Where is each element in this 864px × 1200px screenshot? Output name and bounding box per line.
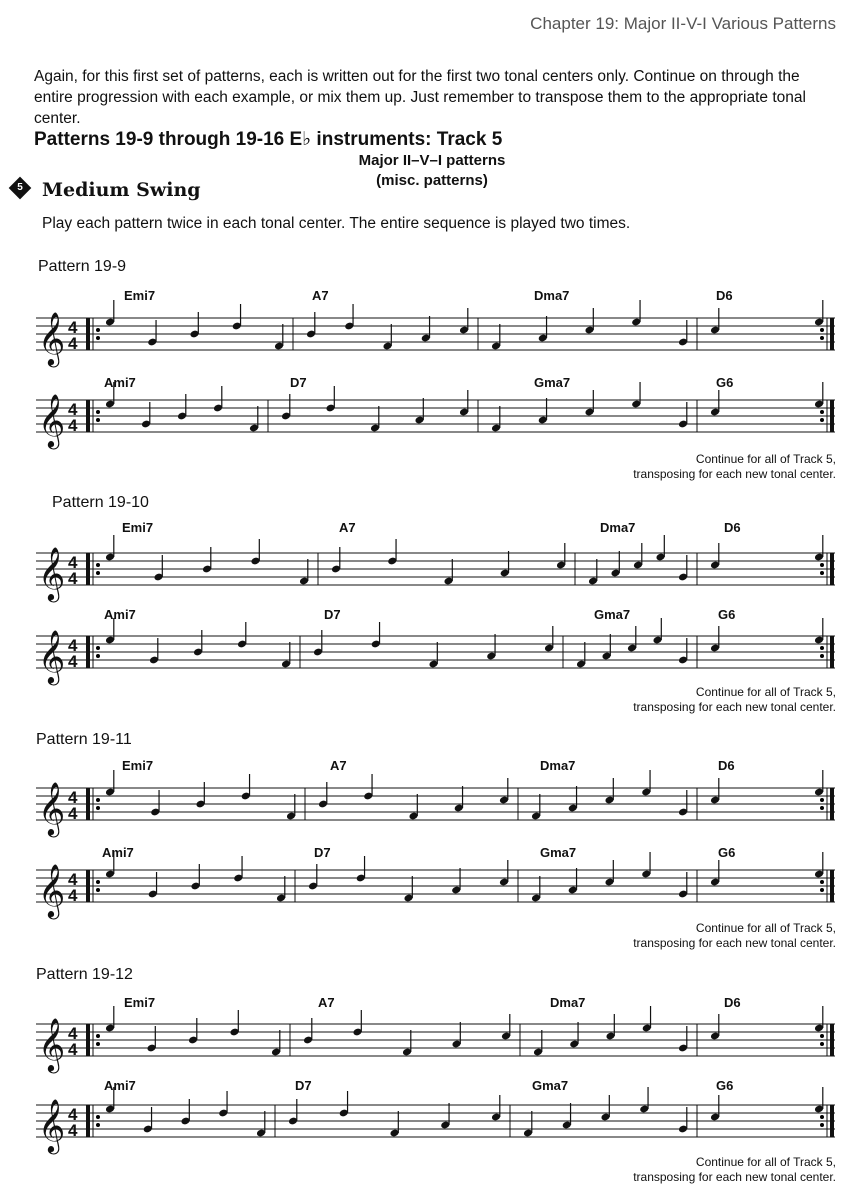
repeat-dot [820, 806, 824, 810]
time-signature-bottom: 4 [68, 1121, 78, 1140]
chord-symbol: A7 [339, 520, 356, 535]
repeat-dot [820, 571, 824, 575]
repeat-dot [96, 798, 100, 802]
section-subtitle-line1: Major II–V–I patterns [358, 152, 506, 169]
repeat-dot [96, 654, 100, 658]
chord-symbol: Dma7 [534, 288, 570, 303]
chord-symbol: Emi7 [122, 758, 154, 773]
repeat-dot [820, 646, 824, 650]
repeat-dot [96, 418, 100, 422]
chord-symbol: D6 [718, 758, 735, 773]
section-subtitle-line2: (misc. patterns) [376, 172, 488, 189]
chord-symbol: Emi7 [124, 288, 156, 303]
section-title: Patterns 19-9 through 19-16 E♭ instruments: Track 5 [34, 129, 503, 150]
continue-note-line2: transposing for each new tonal center. [633, 936, 836, 950]
chord-symbol: D7 [324, 607, 341, 622]
chord-symbol: Emi7 [122, 520, 154, 535]
time-signature-top: 4 [68, 1024, 78, 1043]
chord-symbol: Emi7 [124, 995, 156, 1010]
chord-symbol: Gma7 [540, 845, 577, 860]
treble-clef-icon: 𝄞 [38, 393, 66, 447]
time-signature-bottom: 4 [68, 886, 78, 905]
repeat-dot [96, 1123, 100, 1127]
intro-paragraph: Again, for this first set of patterns, each is written out for the first two tonal centers only. Continue on through the entire progression with each example, or mix them up. Just remember to transpose them to the appropriate tonal center. [34, 68, 806, 127]
repeat-dot [96, 646, 100, 650]
treble-clef-icon: 𝄞 [38, 629, 66, 683]
chord-symbol: Ami7 [104, 1078, 136, 1093]
pattern-label: Pattern 19-10 [52, 494, 149, 511]
continue-note-line2: transposing for each new tonal center. [633, 1170, 836, 1184]
repeat-dot [96, 328, 100, 332]
continue-note-line2: transposing for each new tonal center. [633, 467, 836, 481]
repeat-dot [820, 1034, 824, 1038]
time-signature-bottom: 4 [68, 804, 78, 823]
repeat-dot [96, 1034, 100, 1038]
treble-clef-icon: 𝄞 [38, 311, 66, 365]
treble-clef-icon: 𝄞 [38, 1017, 66, 1071]
practice-instruction: Play each pattern twice in each tonal center. The entire sequence is played two times. [42, 215, 631, 232]
pattern-label: Pattern 19-12 [36, 966, 133, 983]
chord-symbol: Dma7 [550, 995, 586, 1010]
time-signature-bottom: 4 [68, 652, 78, 671]
chord-symbol: D7 [290, 375, 307, 390]
time-signature-top: 4 [68, 318, 78, 337]
repeat-dot [96, 806, 100, 810]
time-signature-top: 4 [68, 400, 78, 419]
chord-symbol: Dma7 [600, 520, 636, 535]
repeat-dot [96, 1042, 100, 1046]
continue-note-line1: Continue for all of Track 5, [695, 452, 836, 466]
repeat-dot [96, 336, 100, 340]
pattern-label: Pattern 19-9 [38, 258, 127, 275]
continue-note-line1: Continue for all of Track 5, [695, 921, 836, 935]
repeat-dot [820, 336, 824, 340]
repeat-dot [820, 888, 824, 892]
time-signature-bottom: 4 [68, 334, 78, 353]
chord-symbol: D6 [724, 520, 741, 535]
repeat-dot [820, 418, 824, 422]
treble-clef-icon: 𝄞 [38, 781, 66, 835]
chord-symbol: G6 [716, 375, 734, 390]
chord-symbol: G6 [716, 1078, 734, 1093]
repeat-dot [820, 410, 824, 414]
chord-symbol: D6 [724, 995, 741, 1010]
repeat-dot [820, 563, 824, 567]
repeat-dot [820, 654, 824, 658]
time-signature-bottom: 4 [68, 1040, 78, 1059]
repeat-dot [96, 410, 100, 414]
chord-symbol: G6 [718, 845, 736, 860]
chord-symbol: A7 [330, 758, 347, 773]
repeat-dot [820, 880, 824, 884]
chord-symbol: Ami7 [104, 607, 136, 622]
chord-symbol: D7 [314, 845, 331, 860]
repeat-dot [820, 328, 824, 332]
continue-note-line2: transposing for each new tonal center. [633, 700, 836, 714]
continue-note-line1: Continue for all of Track 5, [695, 1155, 836, 1169]
chord-symbol: D7 [295, 1078, 312, 1093]
treble-clef-icon: 𝄞 [38, 863, 66, 917]
chord-symbol: Gma7 [532, 1078, 569, 1093]
chord-symbol: D6 [716, 288, 733, 303]
continue-note-line1: Continue for all of Track 5, [695, 685, 836, 699]
chord-symbol: G6 [718, 607, 736, 622]
repeat-dot [96, 888, 100, 892]
repeat-dot [96, 880, 100, 884]
chord-symbol: A7 [318, 995, 335, 1010]
repeat-dot [96, 563, 100, 567]
time-signature-top: 4 [68, 1105, 78, 1124]
repeat-dot [96, 1115, 100, 1119]
chord-symbol: Ami7 [104, 375, 136, 390]
time-signature-top: 4 [68, 553, 78, 572]
time-signature-top: 4 [68, 870, 78, 889]
chord-symbol: Dma7 [540, 758, 576, 773]
treble-clef-icon: 𝄞 [38, 1098, 66, 1152]
time-signature-bottom: 4 [68, 416, 78, 435]
chord-symbol: A7 [312, 288, 329, 303]
treble-clef-icon: 𝄞 [38, 546, 66, 600]
time-signature-top: 4 [68, 788, 78, 807]
repeat-dot [96, 571, 100, 575]
repeat-dot [820, 1042, 824, 1046]
chord-symbol: Ami7 [102, 845, 134, 860]
track-number: 5 [17, 182, 23, 193]
repeat-dot [820, 1123, 824, 1127]
pattern-label: Pattern 19-11 [36, 731, 132, 748]
chord-symbol: Gma7 [534, 375, 571, 390]
repeat-dot [820, 798, 824, 802]
chapter-header: Chapter 19: Major II-V-I Various Patterns [530, 14, 836, 33]
chord-symbol: Gma7 [594, 607, 631, 622]
tempo-marking: Medium Swing [42, 179, 201, 201]
repeat-dot [820, 1115, 824, 1119]
time-signature-top: 4 [68, 636, 78, 655]
time-signature-bottom: 4 [68, 569, 78, 588]
